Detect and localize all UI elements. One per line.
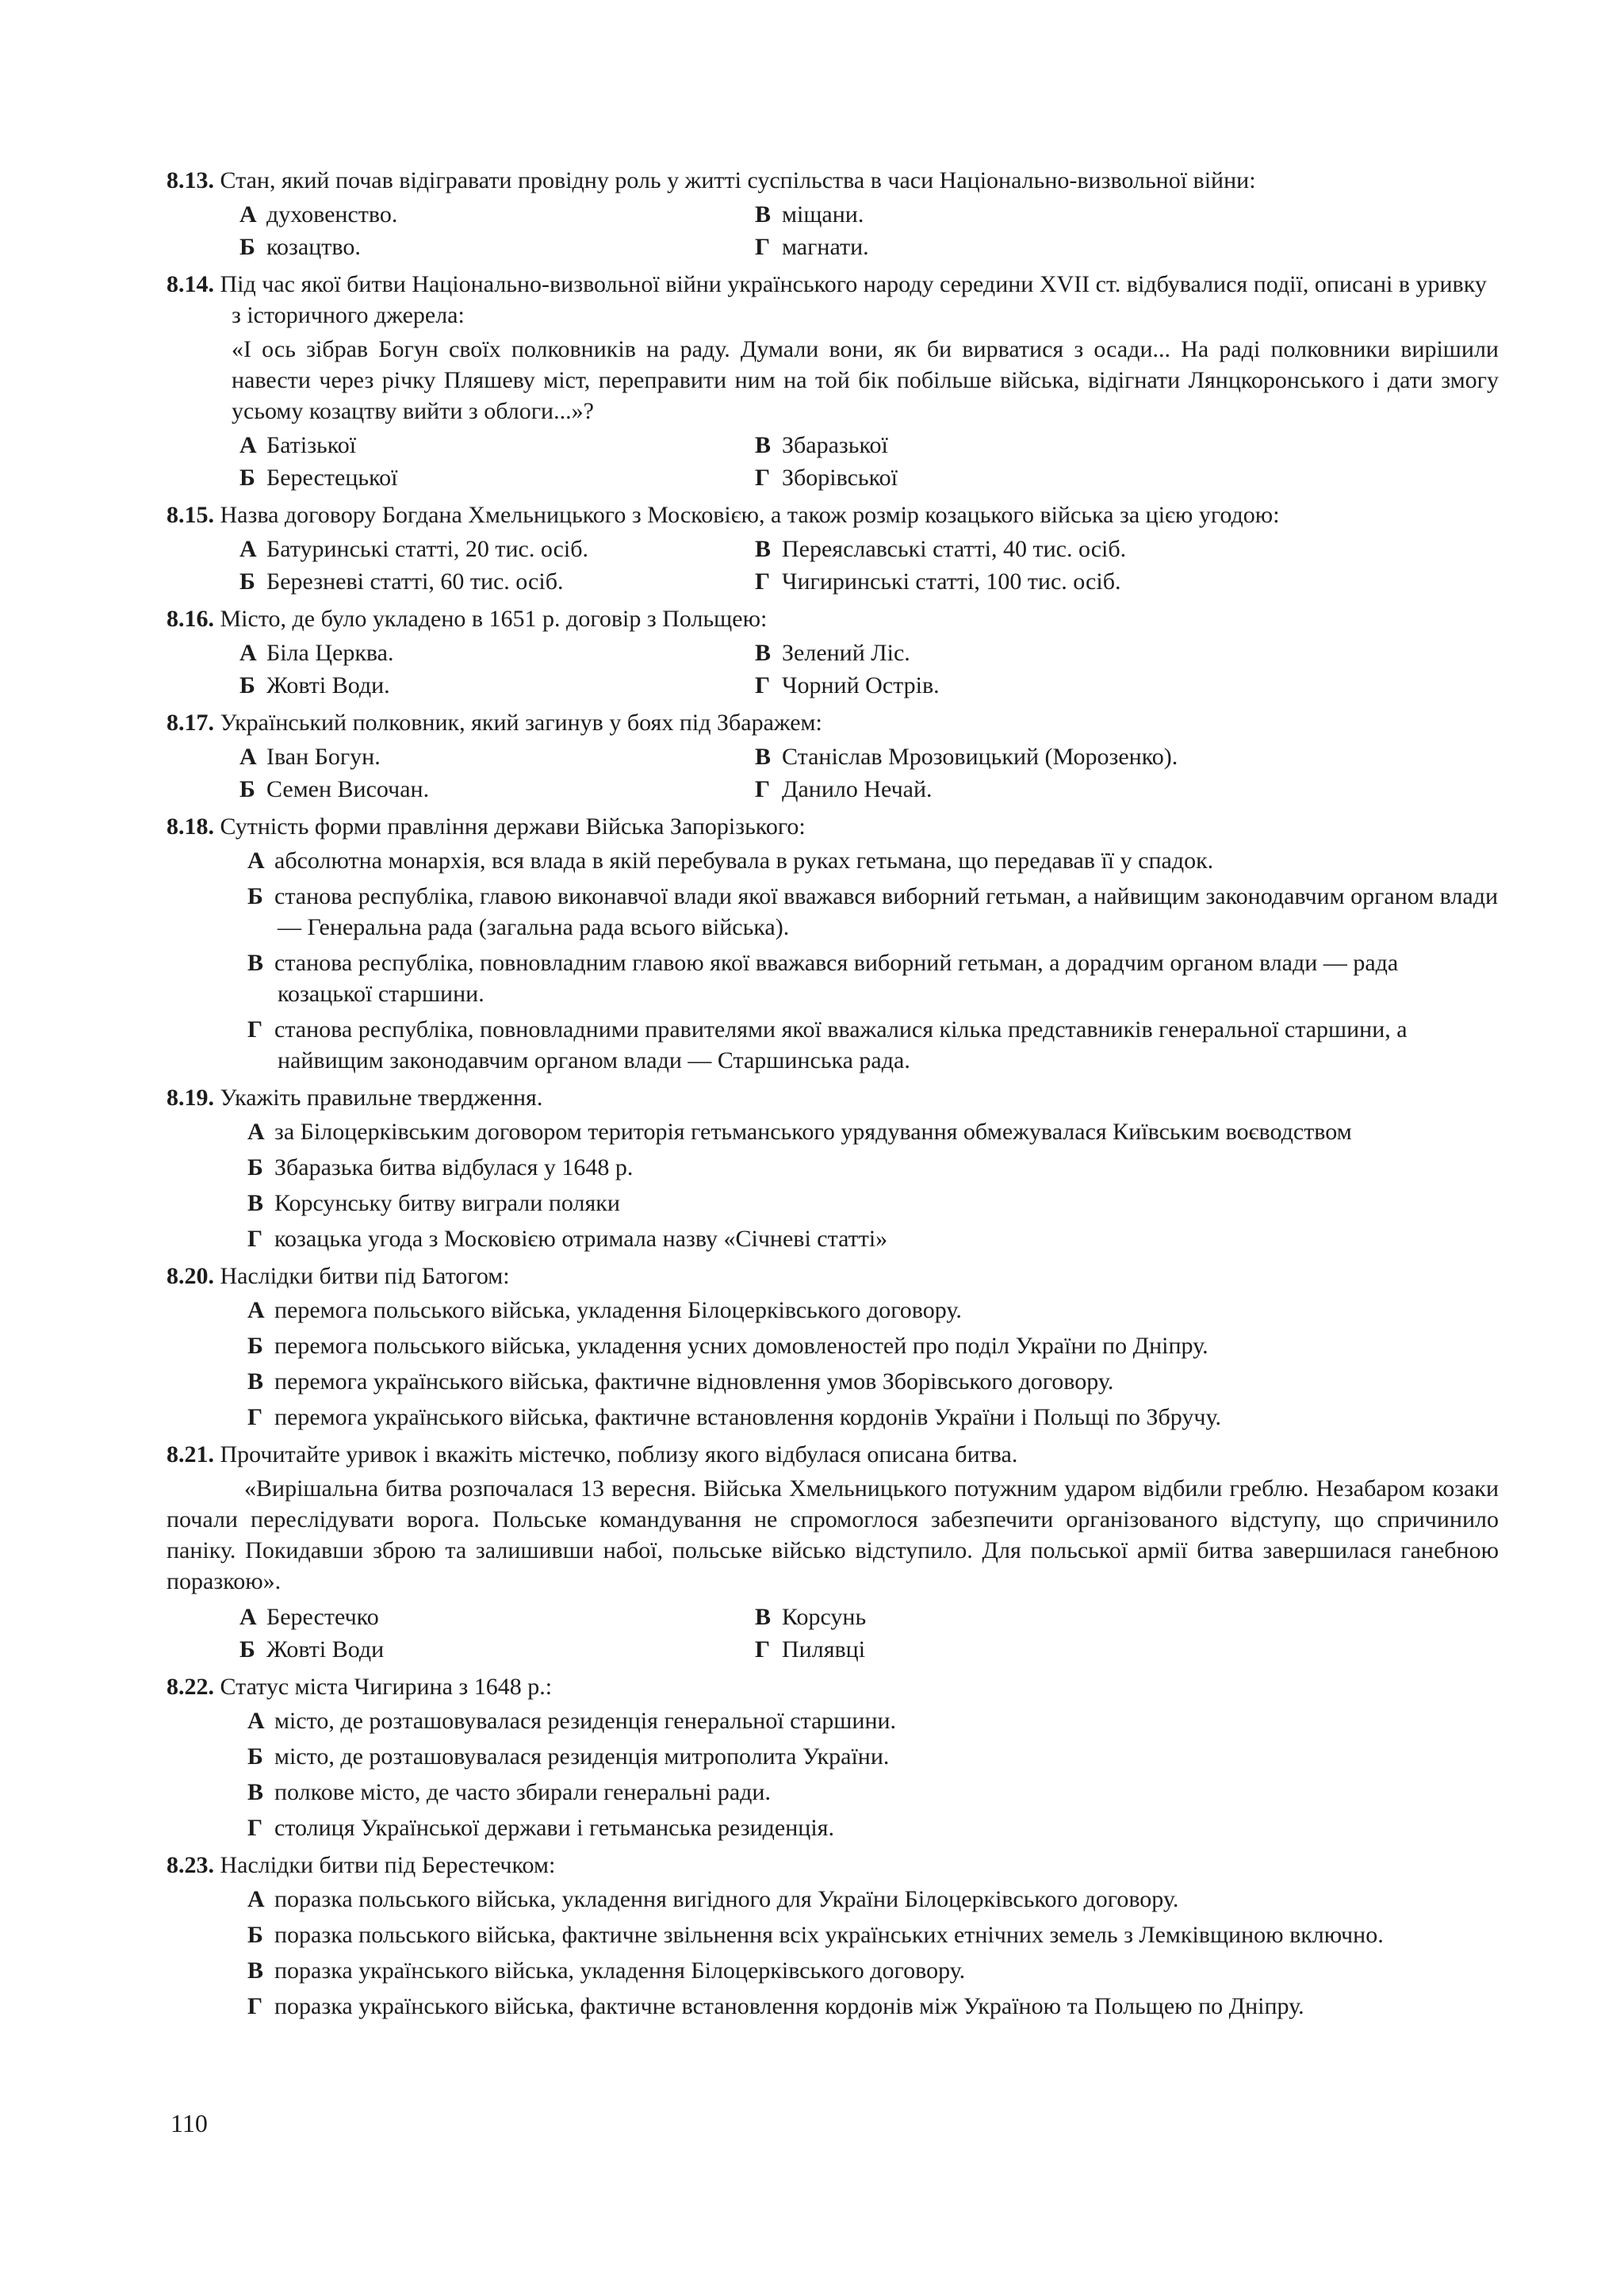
option-text: Семен Височан. — [266, 776, 430, 802]
option-letter: Б — [239, 1636, 255, 1663]
source-quote: «І ось зібрав Богун своїх полковників на раду. Думали вони, як би вирватися з осади... На раді полковники вирішили навести через річку Пляшеву міст, переправити ним на той бік побільше війська, відігнати Лянцкоронського і дати змогу усьому козацтву вийти з облоги...»? — [232, 336, 1499, 424]
option-text: Іван Богун. — [266, 744, 381, 770]
answer-option — [247, 1402, 1499, 1433]
answer-option — [247, 947, 1499, 1009]
option-letter: Г — [247, 1226, 263, 1252]
question-text: Під час якої битви Національно-визвольної війни українського народу середини XVII ст. відбувалися події, описані в уривку з історичного джерела: — [220, 271, 1487, 328]
option-letter: А — [239, 640, 257, 666]
question-number: 8.22. — [167, 1674, 214, 1700]
option-letter: Б — [247, 1154, 263, 1181]
question-text-line — [167, 165, 1499, 196]
question-text: Укажіть правильне твердження. — [220, 1085, 543, 1111]
answer-option — [247, 1366, 1499, 1397]
option-letter: В — [247, 1957, 264, 1984]
question-text-line — [167, 603, 1499, 634]
answer-option — [239, 774, 755, 805]
answer-option — [247, 1777, 1499, 1808]
option-letter: В — [247, 1779, 264, 1805]
question-block — [167, 165, 1499, 262]
option-text: Зелений Ліс. — [782, 640, 910, 666]
answer-option — [755, 462, 1548, 493]
option-letter: В — [755, 432, 772, 458]
option-text: місто, де розташовувалася резиденція митрополита України. — [274, 1743, 890, 1770]
question-text-line — [167, 499, 1499, 530]
option-text: місто, де розташовувалася резиденція генеральної старшини. — [274, 1708, 897, 1734]
answer-option — [247, 1991, 1499, 2022]
answer-options — [167, 199, 1499, 262]
answer-option — [247, 1152, 1499, 1183]
option-letter: Б — [247, 1922, 263, 1948]
option-text: Жовті Води — [266, 1636, 385, 1663]
question-block — [167, 1439, 1499, 1665]
option-text: Переяславські статті, 40 тис. осіб. — [782, 536, 1127, 562]
page-number: 110 — [170, 2109, 208, 2137]
option-text: козацька угода з Московією отримала назву «Січневі статті» — [274, 1226, 888, 1252]
question-number: 8.19. — [167, 1085, 214, 1111]
option-letter: Б — [247, 1333, 263, 1359]
answer-option — [755, 637, 1548, 668]
answer-option — [239, 430, 755, 461]
option-letter: Г — [755, 568, 771, 595]
question-text: Сутність форми правління держави Війська Запорізького: — [220, 813, 806, 840]
answer-option — [247, 1014, 1499, 1076]
option-letter: В — [247, 950, 264, 976]
option-text: Батізької — [266, 432, 357, 458]
option-letter: А — [247, 1886, 265, 1912]
option-text: поразка польського війська, укладення вигідного для України Білоцерківського договору. — [274, 1886, 1179, 1912]
option-text: поразка польського війська, фактичне звільнення всіх українських етнічних земель з Лемківщиною включно. — [274, 1922, 1384, 1948]
answer-option — [755, 670, 1548, 701]
question-block — [167, 603, 1499, 701]
option-text: Зборівської — [782, 465, 898, 491]
question-text-line — [167, 1439, 1499, 1470]
answer-option — [755, 1634, 1548, 1665]
option-letter: Б — [239, 776, 255, 802]
answer-option — [247, 1188, 1499, 1219]
option-text: абсолютна монархія, вся влада в якій перебувала в руках гетьмана, що передавав її у спадок. — [274, 848, 1214, 874]
answer-option — [247, 1741, 1499, 1772]
option-text: Березневі статті, 60 тис. осіб. — [266, 568, 564, 595]
question-text-line — [167, 1082, 1499, 1113]
question-block — [167, 707, 1499, 805]
question-block — [167, 1082, 1499, 1254]
answer-option — [247, 881, 1499, 943]
question-block — [167, 1671, 1499, 1843]
answer-options — [167, 741, 1499, 805]
answer-option — [239, 1634, 755, 1665]
question-number: 8.17. — [167, 710, 214, 736]
option-text: перемога українського війська, фактичне відновлення умов Зборівського договору. — [274, 1368, 1114, 1395]
option-text: столиця Української держави і гетьманська резиденція. — [274, 1815, 834, 1841]
question-text: Стан, який почав відігравати провідну роль у житті суспільства в часи Національно-визвольної війни: — [220, 167, 1256, 193]
question-number: 8.21. — [167, 1441, 214, 1468]
answer-options — [167, 534, 1499, 597]
question-number: 8.18. — [167, 813, 214, 840]
answer-option — [247, 1223, 1499, 1254]
question-block — [167, 1261, 1499, 1433]
question-text-line — [167, 1671, 1499, 1702]
option-text: за Білоцерківським договором територія гетьманського урядування обмежувалася Київським воєводством — [274, 1119, 1352, 1145]
answer-option — [755, 534, 1548, 564]
option-text: Корсунь — [782, 1604, 867, 1630]
answer-options — [167, 1601, 1499, 1665]
option-letter: В — [247, 1368, 264, 1395]
answer-options — [167, 845, 1499, 1076]
option-letter: В — [755, 201, 772, 228]
answer-option — [247, 1955, 1499, 1986]
option-text: Чигиринські статті, 100 тис. осіб. — [782, 568, 1121, 595]
answer-options — [167, 1295, 1499, 1433]
option-letter: Б — [239, 465, 255, 491]
option-text: Станіслав Мрозовицький (Морозенко). — [782, 744, 1178, 770]
question-block — [167, 1850, 1499, 2022]
question-text: Назва договору Богдана Хмельницького з Московією, а також розмір козацького війська за цією угодою: — [220, 502, 1280, 528]
option-letter: Г — [755, 1636, 771, 1663]
option-letter: В — [755, 536, 772, 562]
answer-option — [247, 1330, 1499, 1361]
option-text: перемога польського війська, укладення Білоцерківського договору. — [274, 1297, 962, 1323]
option-letter: В — [755, 640, 772, 666]
option-text: Берестецької — [266, 465, 398, 491]
answer-option — [247, 845, 1499, 876]
answer-option — [239, 741, 755, 772]
answer-option — [755, 199, 1548, 230]
question-text-line — [167, 1261, 1499, 1292]
option-letter: Г — [247, 1016, 263, 1043]
answer-option — [247, 1705, 1499, 1736]
option-letter: Г — [247, 1404, 263, 1430]
question-text: Наслідки битви під Батогом: — [220, 1263, 510, 1289]
question-text-line — [167, 1850, 1499, 1881]
answer-option — [755, 566, 1548, 597]
option-letter: А — [239, 744, 257, 770]
option-letter: Б — [239, 672, 255, 698]
answer-option — [239, 670, 755, 701]
option-letter: А — [247, 1297, 265, 1323]
question-number: 8.14. — [167, 271, 214, 297]
option-text: козацтво. — [266, 234, 361, 260]
question-list — [167, 165, 1499, 2028]
option-letter: В — [755, 744, 772, 770]
question-number: 8.16. — [167, 606, 214, 632]
answer-option — [247, 1919, 1499, 1950]
option-text: міщани. — [782, 201, 864, 228]
answer-option — [239, 534, 755, 564]
option-text: Пилявці — [782, 1636, 866, 1663]
option-text: магнати. — [782, 234, 869, 260]
question-text: Український полковник, який загинув у боях під Збаражем: — [220, 710, 822, 736]
option-text: Берестечко — [266, 1604, 379, 1630]
option-letter: Г — [755, 234, 771, 260]
option-letter: В — [755, 1604, 772, 1630]
option-text: станова республіка, главою виконавчої влади якої вважався виборний гетьман, а найвищим законодавчим органом влади — Генеральна рада (загальна рада всього війська). — [274, 883, 1499, 940]
option-text: Чорний Острів. — [782, 672, 940, 698]
question-block — [167, 811, 1499, 1076]
answer-options — [167, 1116, 1499, 1254]
option-text: поразка українського війська, укладення Білоцерківського договору. — [274, 1957, 966, 1984]
question-block — [167, 499, 1499, 597]
option-text: станова республіка, повновладним главою якої вважався виборний гетьман, а дорадчим органом влади — рада козацької старшини. — [274, 950, 1399, 1007]
answer-option — [239, 1601, 755, 1632]
answer-option — [247, 1812, 1499, 1843]
question-number: 8.15. — [167, 502, 214, 528]
answer-option — [755, 1601, 1548, 1632]
option-letter: А — [239, 201, 257, 228]
option-text: полкове місто, де часто збирали генеральні ради. — [274, 1779, 771, 1805]
option-letter: Б — [239, 234, 255, 260]
option-letter: А — [247, 1119, 265, 1145]
option-text: перемога польського війська, укладення усних домовленостей про поділ України по Дніпру. — [274, 1333, 1208, 1359]
option-text: Збаразька битва відбулася у 1648 р. — [274, 1154, 634, 1181]
question-text: Місто, де було укладено в 1651 р. договір з Польщею: — [220, 606, 768, 632]
question-text: Прочитайте уривок і вкажіть містечко, поблизу якого відбулася описана битва. — [220, 1441, 1018, 1468]
answer-options — [167, 637, 1499, 701]
answer-option — [247, 1884, 1499, 1915]
option-letter: А — [239, 536, 257, 562]
answer-option — [239, 232, 755, 262]
answer-options — [167, 1705, 1499, 1843]
option-letter: Г — [247, 1815, 263, 1841]
option-text: Жовті Води. — [266, 672, 390, 698]
answer-option — [755, 430, 1548, 461]
answer-option — [755, 232, 1548, 262]
answer-option — [247, 1116, 1499, 1147]
answer-option — [239, 462, 755, 493]
answer-options — [167, 430, 1499, 493]
option-letter: А — [239, 1604, 257, 1630]
option-letter: Г — [755, 465, 771, 491]
answer-option — [239, 199, 755, 230]
answer-option — [239, 637, 755, 668]
question-text-line — [167, 811, 1499, 842]
option-letter: Г — [755, 776, 771, 802]
option-letter: А — [247, 1708, 265, 1734]
answer-option — [755, 774, 1548, 805]
option-text: духовенство. — [266, 201, 398, 228]
option-letter: Б — [247, 883, 263, 909]
source-quote: «Вирішальна битва розпочалася 13 вересня. Війська Хмельницького потужним ударом відбили греблю. Незабаром козаки почали переслідувати ворога. Польське командування не спромоглося забезпечити організованого відступу, що спричинило паніку. Покидавши зброю та залишивши набої, польське військо відступило. Для польської армії битва завершилася ганебною поразкою». — [167, 1475, 1499, 1594]
answer-option — [247, 1295, 1499, 1326]
question-text-line — [167, 269, 1499, 331]
option-text: Корсунську битву виграли поляки — [274, 1190, 620, 1216]
question-number: 8.20. — [167, 1263, 214, 1289]
option-letter: А — [239, 432, 257, 458]
option-text: Збаразької — [782, 432, 888, 458]
answer-options — [167, 1884, 1499, 2022]
option-text: Батуринські статті, 20 тис. осіб. — [266, 536, 589, 562]
option-letter: Б — [239, 568, 255, 595]
option-text: перемога українського війська, фактичне встановлення кордонів України і Польщі по Збручу. — [274, 1404, 1221, 1430]
option-letter: Г — [755, 672, 771, 698]
option-letter: В — [247, 1190, 264, 1216]
question-number: 8.23. — [167, 1852, 214, 1878]
question-text: Статус міста Чигирина з 1648 р.: — [220, 1674, 553, 1700]
question-text-line — [167, 707, 1499, 738]
option-letter: А — [247, 848, 265, 874]
question-text: Наслідки битви під Берестечком: — [220, 1852, 556, 1878]
option-text: Біла Церква. — [266, 640, 394, 666]
option-text: станова республіка, повновладними правителями якої вважалися кілька представників генеральної старшини, а найвищим законодавчим органом влади — Старшинська рада. — [274, 1016, 1408, 1073]
option-text: поразка українського війська, фактичне встановлення кордонів між Україною та Польщею по Дніпру. — [274, 1993, 1304, 2019]
answer-option — [239, 566, 755, 597]
answer-option — [755, 741, 1548, 772]
option-letter: Б — [247, 1743, 263, 1770]
question-number: 8.13. — [167, 167, 214, 193]
option-text: Данило Нечай. — [782, 776, 933, 802]
option-letter: Г — [247, 1993, 263, 2019]
question-block — [167, 269, 1499, 493]
